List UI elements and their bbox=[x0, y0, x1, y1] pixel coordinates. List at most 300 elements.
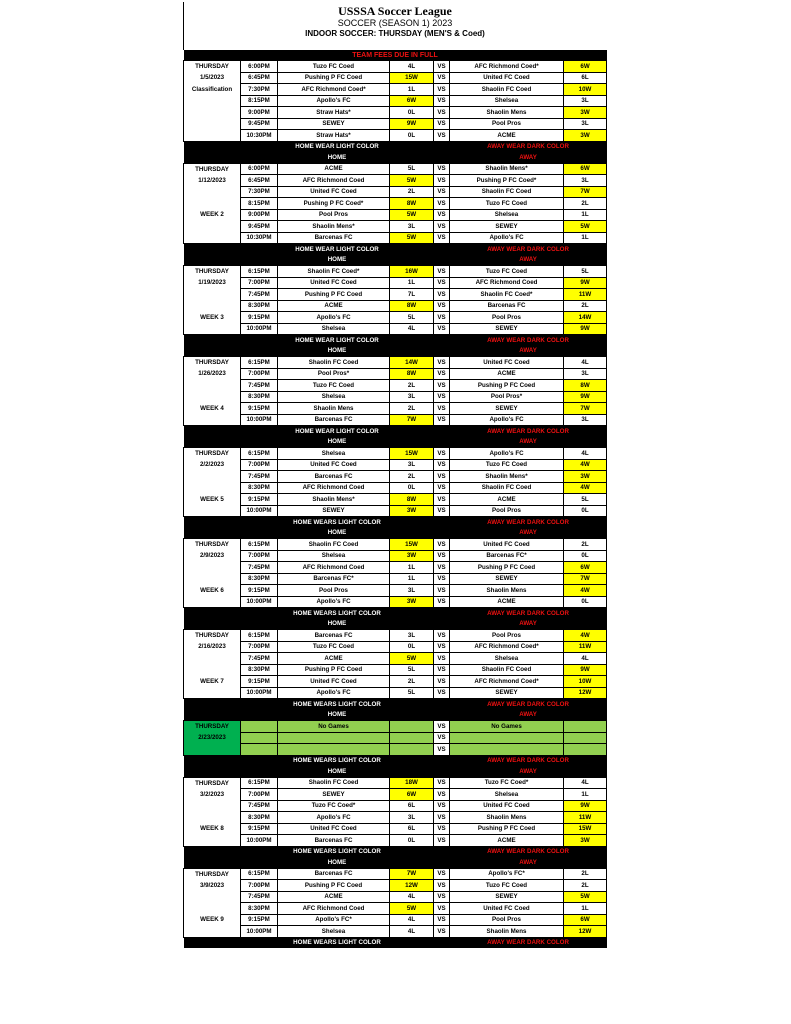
vs-label: VS bbox=[434, 186, 450, 198]
game-row bbox=[184, 823, 607, 835]
home-score: 3L bbox=[390, 459, 434, 471]
home-team: SEWEY bbox=[278, 118, 390, 130]
game-row bbox=[184, 448, 607, 460]
away-score: 5W bbox=[564, 221, 607, 233]
date-cell bbox=[184, 744, 241, 756]
away-score: 4W bbox=[564, 630, 607, 642]
away-wear-note: AWAY WEAR DARK COLOR bbox=[450, 517, 607, 528]
away-score: 8W bbox=[564, 380, 607, 392]
home-team: Apollo's FC bbox=[278, 687, 390, 699]
time-cell: 9:00PM bbox=[241, 107, 278, 119]
away-score: 15W bbox=[564, 823, 607, 835]
away-team: Tuzo FC Coed bbox=[450, 880, 564, 892]
uniform-note-row bbox=[184, 937, 607, 948]
spacer bbox=[434, 857, 450, 868]
home-team: ACME bbox=[278, 891, 390, 903]
time-cell: 7:00PM bbox=[241, 550, 278, 562]
fees-banner-row bbox=[184, 50, 607, 61]
vs-label: VS bbox=[434, 539, 450, 551]
date-cell bbox=[184, 95, 241, 107]
vs-label: VS bbox=[434, 380, 450, 392]
time-cell: 7:45PM bbox=[241, 800, 278, 812]
away-score: 4L bbox=[564, 448, 607, 460]
schedule-table bbox=[183, 50, 607, 948]
time-cell: 7:00PM bbox=[241, 459, 278, 471]
time-cell: 9:15PM bbox=[241, 312, 278, 324]
vs-label: VS bbox=[434, 550, 450, 562]
home-team bbox=[278, 732, 390, 744]
away-team: AFC Richmond Coed* bbox=[450, 676, 564, 688]
away-score: 12W bbox=[564, 687, 607, 699]
home-score: 5L bbox=[390, 687, 434, 699]
time-cell: 7:00PM bbox=[241, 368, 278, 380]
home-score: 7W bbox=[390, 414, 434, 426]
league-subtitle: INDOOR SOCCER: THURSDAY (MEN'S & Coed) bbox=[305, 29, 485, 38]
vs-label: VS bbox=[434, 744, 450, 756]
away-team: United FC Coed bbox=[450, 903, 564, 915]
time-cell: 7:30PM bbox=[241, 84, 278, 96]
game-row bbox=[184, 459, 607, 471]
away-score: 11W bbox=[564, 812, 607, 824]
home-score bbox=[390, 721, 434, 733]
game-row bbox=[184, 300, 607, 312]
game-row bbox=[184, 175, 607, 187]
date-cell bbox=[184, 130, 241, 142]
home-team: Shaolin FC Coed bbox=[278, 777, 390, 789]
away-team: Shaolin Mens bbox=[450, 812, 564, 824]
home-score: 5W bbox=[390, 175, 434, 187]
game-row bbox=[184, 221, 607, 233]
away-score: 3W bbox=[564, 107, 607, 119]
home-team: Apollo's FC bbox=[278, 812, 390, 824]
home-wear-note: HOME WEAR LIGHT COLOR bbox=[241, 335, 434, 346]
vs-label: VS bbox=[434, 198, 450, 210]
vs-label: VS bbox=[434, 232, 450, 244]
time-cell: 9:15PM bbox=[241, 403, 278, 415]
game-row bbox=[184, 277, 607, 289]
time-cell: 9:15PM bbox=[241, 823, 278, 835]
home-score: 3W bbox=[390, 505, 434, 517]
home-label: HOME bbox=[241, 710, 434, 721]
time-cell: 6:45PM bbox=[241, 175, 278, 187]
away-team: Shelsea bbox=[450, 95, 564, 107]
week-label: WEEK 7 bbox=[184, 676, 241, 688]
home-score: 2L bbox=[390, 676, 434, 688]
home-team: Pushing P FC Coed bbox=[278, 72, 390, 84]
away-team: SEWEY bbox=[450, 573, 564, 585]
away-wear-note: AWAY WEAR DARK COLOR bbox=[450, 937, 607, 948]
time-cell: 8:30PM bbox=[241, 391, 278, 403]
home-team: AFC Richmond Coed bbox=[278, 482, 390, 494]
away-score: 11W bbox=[564, 289, 607, 301]
spacer bbox=[184, 141, 241, 152]
spacer bbox=[184, 528, 241, 539]
away-team: Shaolin Mens* bbox=[450, 471, 564, 483]
spacer bbox=[434, 244, 450, 255]
game-row bbox=[184, 391, 607, 403]
uniform-note-row bbox=[184, 244, 607, 255]
home-score: 14W bbox=[390, 357, 434, 369]
away-score bbox=[564, 721, 607, 733]
home-score: 5W bbox=[390, 209, 434, 221]
day-label: THURSDAY bbox=[184, 777, 241, 789]
home-team: ACME bbox=[278, 300, 390, 312]
game-row bbox=[184, 868, 607, 880]
home-team: Straw Hats* bbox=[278, 107, 390, 119]
home-label: HOME bbox=[241, 346, 434, 357]
home-wear-note: HOME WEAR LIGHT COLOR bbox=[241, 244, 434, 255]
away-team: Shaolin Mens bbox=[450, 585, 564, 597]
document-header bbox=[183, 2, 606, 50]
away-team: Barcenas FC bbox=[450, 300, 564, 312]
away-label: AWAY bbox=[450, 152, 607, 163]
away-team: SEWEY bbox=[450, 403, 564, 415]
time-cell: 8:30PM bbox=[241, 903, 278, 915]
away-team: Shaolin Mens* bbox=[450, 163, 564, 175]
home-score: 1L bbox=[390, 84, 434, 96]
vs-label: VS bbox=[434, 95, 450, 107]
away-score: 3L bbox=[564, 95, 607, 107]
week-label: WEEK 4 bbox=[184, 403, 241, 415]
away-score: 0L bbox=[564, 596, 607, 608]
vs-label: VS bbox=[434, 266, 450, 278]
season-title: SOCCER (SEASON 1) 2023 bbox=[337, 18, 453, 28]
game-row bbox=[184, 800, 607, 812]
vs-label: VS bbox=[434, 687, 450, 699]
home-away-row bbox=[184, 619, 607, 630]
away-team: Pool Pros bbox=[450, 505, 564, 517]
home-team: Pushing P FC Coed bbox=[278, 664, 390, 676]
home-score bbox=[390, 744, 434, 756]
game-row bbox=[184, 676, 607, 688]
game-row bbox=[184, 550, 607, 562]
home-team: Apollo's FC bbox=[278, 596, 390, 608]
day-label: THURSDAY bbox=[184, 448, 241, 460]
time-cell: 6:15PM bbox=[241, 357, 278, 369]
home-score: 5L bbox=[390, 664, 434, 676]
home-team: Shelsea bbox=[278, 448, 390, 460]
spacer bbox=[184, 437, 241, 448]
time-cell: 7:00PM bbox=[241, 789, 278, 801]
away-team: AFC Richmond Coed* bbox=[450, 61, 564, 73]
date-label: 2/2/2023 bbox=[184, 459, 241, 471]
game-row bbox=[184, 880, 607, 892]
away-score: 6W bbox=[564, 61, 607, 73]
vs-label: VS bbox=[434, 209, 450, 221]
time-cell: 6:00PM bbox=[241, 163, 278, 175]
uniform-note-row bbox=[184, 517, 607, 528]
spacer bbox=[434, 517, 450, 528]
spacer bbox=[184, 710, 241, 721]
away-label: AWAY bbox=[450, 437, 607, 448]
home-team: AFC Richmond Coed bbox=[278, 903, 390, 915]
spacer bbox=[434, 346, 450, 357]
spacer bbox=[434, 437, 450, 448]
date-cell bbox=[184, 221, 241, 233]
home-team: Barcenas FC bbox=[278, 630, 390, 642]
away-team: Apollo's FC bbox=[450, 232, 564, 244]
home-team: Barcenas FC bbox=[278, 232, 390, 244]
home-score: 9W bbox=[390, 118, 434, 130]
vs-label: VS bbox=[434, 505, 450, 517]
week-label: WEEK 6 bbox=[184, 585, 241, 597]
game-row bbox=[184, 789, 607, 801]
time-cell: 7:45PM bbox=[241, 380, 278, 392]
vs-label: VS bbox=[434, 653, 450, 665]
vs-label: VS bbox=[434, 823, 450, 835]
away-score: 1L bbox=[564, 232, 607, 244]
date-cell bbox=[184, 687, 241, 699]
day-label: THURSDAY bbox=[184, 630, 241, 642]
away-team: Tuzo FC Coed* bbox=[450, 777, 564, 789]
time-cell: 10:00PM bbox=[241, 414, 278, 426]
vs-label: VS bbox=[434, 391, 450, 403]
away-team: United FC Coed bbox=[450, 800, 564, 812]
date-label: 2/9/2023 bbox=[184, 550, 241, 562]
vs-label: VS bbox=[434, 107, 450, 119]
away-score: 9W bbox=[564, 323, 607, 335]
spacer bbox=[184, 244, 241, 255]
home-team: Tuzo FC Coed bbox=[278, 61, 390, 73]
spacer bbox=[434, 335, 450, 346]
date-label: 1/5/2023 bbox=[184, 72, 241, 84]
home-score: 0L bbox=[390, 835, 434, 847]
week-label: WEEK 3 bbox=[184, 312, 241, 324]
away-team: Pool Pros bbox=[450, 630, 564, 642]
day-label: THURSDAY bbox=[184, 357, 241, 369]
date-cell bbox=[184, 198, 241, 210]
spacer bbox=[434, 528, 450, 539]
vs-label: VS bbox=[434, 312, 450, 324]
away-score: 3W bbox=[564, 835, 607, 847]
home-away-row bbox=[184, 710, 607, 721]
note-label: Classification bbox=[184, 84, 241, 96]
game-row bbox=[184, 914, 607, 926]
spacer bbox=[184, 619, 241, 630]
home-score: 3L bbox=[390, 221, 434, 233]
game-row bbox=[184, 84, 607, 96]
home-team: Shaolin FC Coed bbox=[278, 539, 390, 551]
date-cell bbox=[184, 186, 241, 198]
away-score: 2L bbox=[564, 539, 607, 551]
uniform-note-row bbox=[184, 426, 607, 437]
away-score: 12W bbox=[564, 926, 607, 938]
home-score: 4L bbox=[390, 914, 434, 926]
week-label: WEEK 9 bbox=[184, 914, 241, 926]
away-score: 3L bbox=[564, 175, 607, 187]
away-score: 6W bbox=[564, 914, 607, 926]
home-score: 1L bbox=[390, 277, 434, 289]
vs-label: VS bbox=[434, 323, 450, 335]
game-row bbox=[184, 72, 607, 84]
date-cell bbox=[184, 835, 241, 847]
home-score: 12W bbox=[390, 880, 434, 892]
time-cell: 9:15PM bbox=[241, 914, 278, 926]
away-team: Apollo's FC* bbox=[450, 868, 564, 880]
game-row bbox=[184, 687, 607, 699]
home-score: 15W bbox=[390, 539, 434, 551]
away-team: United FC Coed bbox=[450, 357, 564, 369]
vs-label: VS bbox=[434, 789, 450, 801]
date-cell bbox=[184, 289, 241, 301]
home-score: 18W bbox=[390, 777, 434, 789]
away-team: Tuzo FC Coed bbox=[450, 266, 564, 278]
date-cell bbox=[184, 573, 241, 585]
vs-label: VS bbox=[434, 471, 450, 483]
game-row bbox=[184, 403, 607, 415]
game-row bbox=[184, 812, 607, 824]
home-label: HOME bbox=[241, 619, 434, 630]
date-label: 3/2/2023 bbox=[184, 789, 241, 801]
away-team: Barcenas FC* bbox=[450, 550, 564, 562]
away-score: 7W bbox=[564, 573, 607, 585]
time-cell: 7:00PM bbox=[241, 641, 278, 653]
spacer bbox=[434, 937, 450, 948]
away-team: Shaolin FC Coed bbox=[450, 664, 564, 676]
spacer bbox=[434, 141, 450, 152]
time-cell: 7:45PM bbox=[241, 471, 278, 483]
game-row bbox=[184, 209, 607, 221]
vs-label: VS bbox=[434, 448, 450, 460]
vs-label: VS bbox=[434, 868, 450, 880]
away-score: 3W bbox=[564, 471, 607, 483]
game-row bbox=[184, 380, 607, 392]
home-team: Barcenas FC bbox=[278, 471, 390, 483]
spacer bbox=[434, 608, 450, 619]
away-score: 7W bbox=[564, 403, 607, 415]
time-cell: 8:30PM bbox=[241, 482, 278, 494]
game-row bbox=[184, 585, 607, 597]
away-score: 9W bbox=[564, 800, 607, 812]
time-cell: 6:15PM bbox=[241, 868, 278, 880]
date-cell bbox=[184, 505, 241, 517]
game-row bbox=[184, 573, 607, 585]
away-team: ACME bbox=[450, 494, 564, 506]
date-cell bbox=[184, 903, 241, 915]
game-row bbox=[184, 596, 607, 608]
home-team: AFC Richmond Coed bbox=[278, 175, 390, 187]
away-score: 0L bbox=[564, 550, 607, 562]
home-team: Pushing P FC Coed bbox=[278, 880, 390, 892]
home-score: 3W bbox=[390, 596, 434, 608]
spacer bbox=[434, 766, 450, 777]
away-wear-note: AWAY WEAR DARK COLOR bbox=[450, 608, 607, 619]
away-score: 14W bbox=[564, 312, 607, 324]
away-score: 4L bbox=[564, 777, 607, 789]
time-cell: 10:30PM bbox=[241, 232, 278, 244]
away-team: ACME bbox=[450, 130, 564, 142]
away-score: 6W bbox=[564, 163, 607, 175]
spacer bbox=[434, 255, 450, 266]
away-score: 5L bbox=[564, 494, 607, 506]
away-team: Tuzo FC Coed bbox=[450, 459, 564, 471]
date-cell bbox=[184, 562, 241, 574]
home-team: AFC Richmond Coed* bbox=[278, 84, 390, 96]
uniform-note-row bbox=[184, 846, 607, 857]
spacer bbox=[434, 619, 450, 630]
away-score: 9W bbox=[564, 664, 607, 676]
away-label: AWAY bbox=[450, 766, 607, 777]
home-score: 0L bbox=[390, 107, 434, 119]
home-away-row bbox=[184, 766, 607, 777]
time-cell: 9:15PM bbox=[241, 676, 278, 688]
spacer bbox=[184, 755, 241, 766]
vs-label: VS bbox=[434, 84, 450, 96]
time-cell: 10:00PM bbox=[241, 687, 278, 699]
away-score: 3L bbox=[564, 118, 607, 130]
spacer bbox=[434, 699, 450, 710]
home-team: Shaolin Mens bbox=[278, 403, 390, 415]
vs-label: VS bbox=[434, 562, 450, 574]
day-label: THURSDAY bbox=[184, 163, 241, 175]
away-team: Pool Pros bbox=[450, 312, 564, 324]
home-score: 7L bbox=[390, 289, 434, 301]
home-team: Shelsea bbox=[278, 323, 390, 335]
away-team: Apollo's FC bbox=[450, 414, 564, 426]
home-wear-note: HOME WEARS LIGHT COLOR bbox=[241, 699, 434, 710]
game-row bbox=[184, 539, 607, 551]
vs-label: VS bbox=[434, 664, 450, 676]
uniform-note-row bbox=[184, 608, 607, 619]
away-score: 2L bbox=[564, 880, 607, 892]
time-cell: 8:30PM bbox=[241, 573, 278, 585]
time-cell: 7:45PM bbox=[241, 289, 278, 301]
home-score: 4L bbox=[390, 926, 434, 938]
time-cell bbox=[241, 744, 278, 756]
game-row bbox=[184, 926, 607, 938]
time-cell: 6:45PM bbox=[241, 72, 278, 84]
home-team: United FC Coed bbox=[278, 676, 390, 688]
vs-label: VS bbox=[434, 414, 450, 426]
vs-label: VS bbox=[434, 61, 450, 73]
home-team: United FC Coed bbox=[278, 186, 390, 198]
away-team: SEWEY bbox=[450, 687, 564, 699]
time-cell: 10:00PM bbox=[241, 505, 278, 517]
vs-label: VS bbox=[434, 891, 450, 903]
time-cell bbox=[241, 721, 278, 733]
away-team: ACME bbox=[450, 835, 564, 847]
vs-label: VS bbox=[434, 835, 450, 847]
game-row bbox=[184, 482, 607, 494]
game-row bbox=[184, 630, 607, 642]
away-team: SEWEY bbox=[450, 891, 564, 903]
time-cell: 6:15PM bbox=[241, 777, 278, 789]
home-team: ACME bbox=[278, 163, 390, 175]
home-team: United FC Coed bbox=[278, 459, 390, 471]
home-label: HOME bbox=[241, 437, 434, 448]
home-team: Shaolin FC Coed bbox=[278, 357, 390, 369]
away-wear-note: AWAY WEAR DARK COLOR bbox=[450, 699, 607, 710]
date-cell bbox=[184, 926, 241, 938]
away-score: 4W bbox=[564, 585, 607, 597]
home-team: Apollo's FC bbox=[278, 312, 390, 324]
vs-label: VS bbox=[434, 163, 450, 175]
home-score: 4L bbox=[390, 891, 434, 903]
game-row bbox=[184, 186, 607, 198]
date-cell bbox=[184, 800, 241, 812]
date-label: 2/23/2023 bbox=[184, 732, 241, 744]
date-cell bbox=[184, 118, 241, 130]
vs-label: VS bbox=[434, 368, 450, 380]
away-label: AWAY bbox=[450, 710, 607, 721]
home-wear-note: HOME WEAR LIGHT COLOR bbox=[241, 141, 434, 152]
home-score: 8W bbox=[390, 198, 434, 210]
uniform-note-row bbox=[184, 141, 607, 152]
away-team: ACME bbox=[450, 368, 564, 380]
away-label: AWAY bbox=[450, 619, 607, 630]
away-label: AWAY bbox=[450, 346, 607, 357]
home-score: 2L bbox=[390, 186, 434, 198]
